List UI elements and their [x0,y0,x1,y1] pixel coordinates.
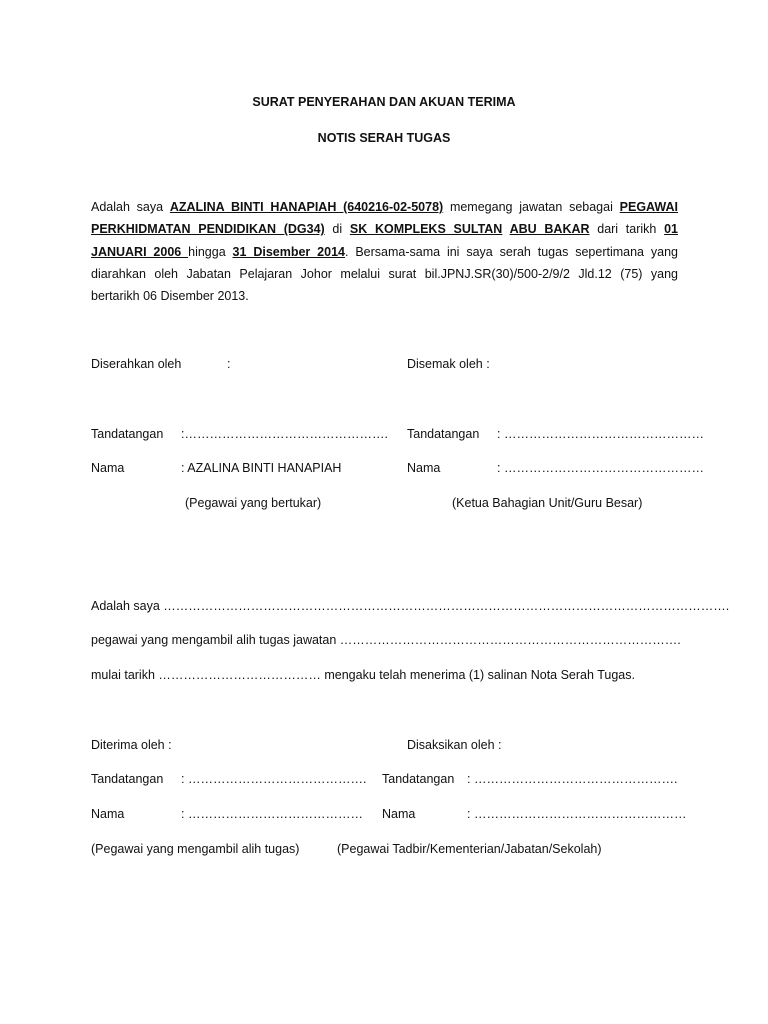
officer-position: PEGAWAI PERKHIDMATAN PENDIDIKAN (DG34) [91,200,678,237]
handed-over-by-label: Diserahkan oleh [91,357,182,371]
school-name-part1: SK KOMPLEKS SULTAN [349,222,503,237]
checked-by-label: Disemak oleh : [407,357,490,371]
para-text: dari tarikh [589,222,665,237]
role-checker: (Ketua Bahagian Unit/Guru Besar) [452,496,643,510]
signature-label-witness: Tandatangan [382,772,455,786]
handed-over-by-colon: : [227,357,231,371]
signature-label-handover: Tandatangan [91,427,164,441]
date-to: 31 Disember 2014 [232,244,345,259]
para-text: di [324,222,350,237]
document-subtitle: NOTIS SERAH TUGAS [317,131,451,145]
received-by-label: Diterima oleh : [91,738,172,752]
signature-field-receiver: : ……………………………………. [181,772,367,786]
name-label-receiver: Nama [91,807,125,821]
document-title: SURAT PENYERAHAN DAN AKUAN TERIMA [252,95,516,109]
role-receiver: (Pegawai yang mengambil alih tugas) [91,842,300,856]
para-text [502,222,509,236]
para-text: . Bersama-sama ini saya serah tugas sepertimana yang diarahkan oleh Jabatan Pelajaran Johor melalui surat bil.JPNJ.SR(30)/500-2/9/2 Jld.12 (75) yang bertarikh 06 Disember 2013. [91,244,678,304]
para-text: Adalah saya [91,200,170,214]
signature-label-checker: Tandatangan [407,427,480,441]
name-field-checker: : ………………………………………… [497,461,704,475]
name-field-witness: : …………………………………………… [467,807,687,821]
name-label-witness: Nama [382,807,416,821]
declaration-paragraph [91,196,678,307]
signature-field-handover: :…………………………………………. [181,427,388,441]
acceptance-line-3: mulai tarikh ………………………………… mengaku telah menerima (1) salinan Nota Serah Tugas. [91,668,635,682]
para-text: memegang jawatan sebagai [443,200,620,214]
signature-field-checker: : ………………………………………… [497,427,704,441]
acceptance-line-2: pegawai yang mengambil alih tugas jawatan ………………………………………………………………………. [91,633,681,647]
officer-name-id: AZALINA BINTI HANAPIAH (640216-02-5078) [169,200,444,214]
signature-field-witness: : …………………………………………. [467,772,678,786]
name-value-handover: : AZALINA BINTI HANAPIAH [181,461,342,475]
role-handover: (Pegawai yang bertukar) [185,496,322,510]
name-label-checker: Nama [407,461,441,475]
witnessed-by-label: Disaksikan oleh : [407,738,502,752]
role-witness: (Pegawai Tadbir/Kementerian/Jabatan/Sekolah) [337,842,602,856]
name-label-handover: Nama [91,461,125,475]
signature-label-receiver: Tandatangan [91,772,164,786]
school-name-part2: ABU BAKAR [509,222,590,237]
date-from: 01 JANUARI 2006 [91,222,678,259]
acceptance-line-1: Adalah saya ………………………………………………………………………………………………………………………. [91,599,730,613]
name-field-receiver: : …………………………………… [181,807,363,821]
para-text: hingga [188,244,233,259]
